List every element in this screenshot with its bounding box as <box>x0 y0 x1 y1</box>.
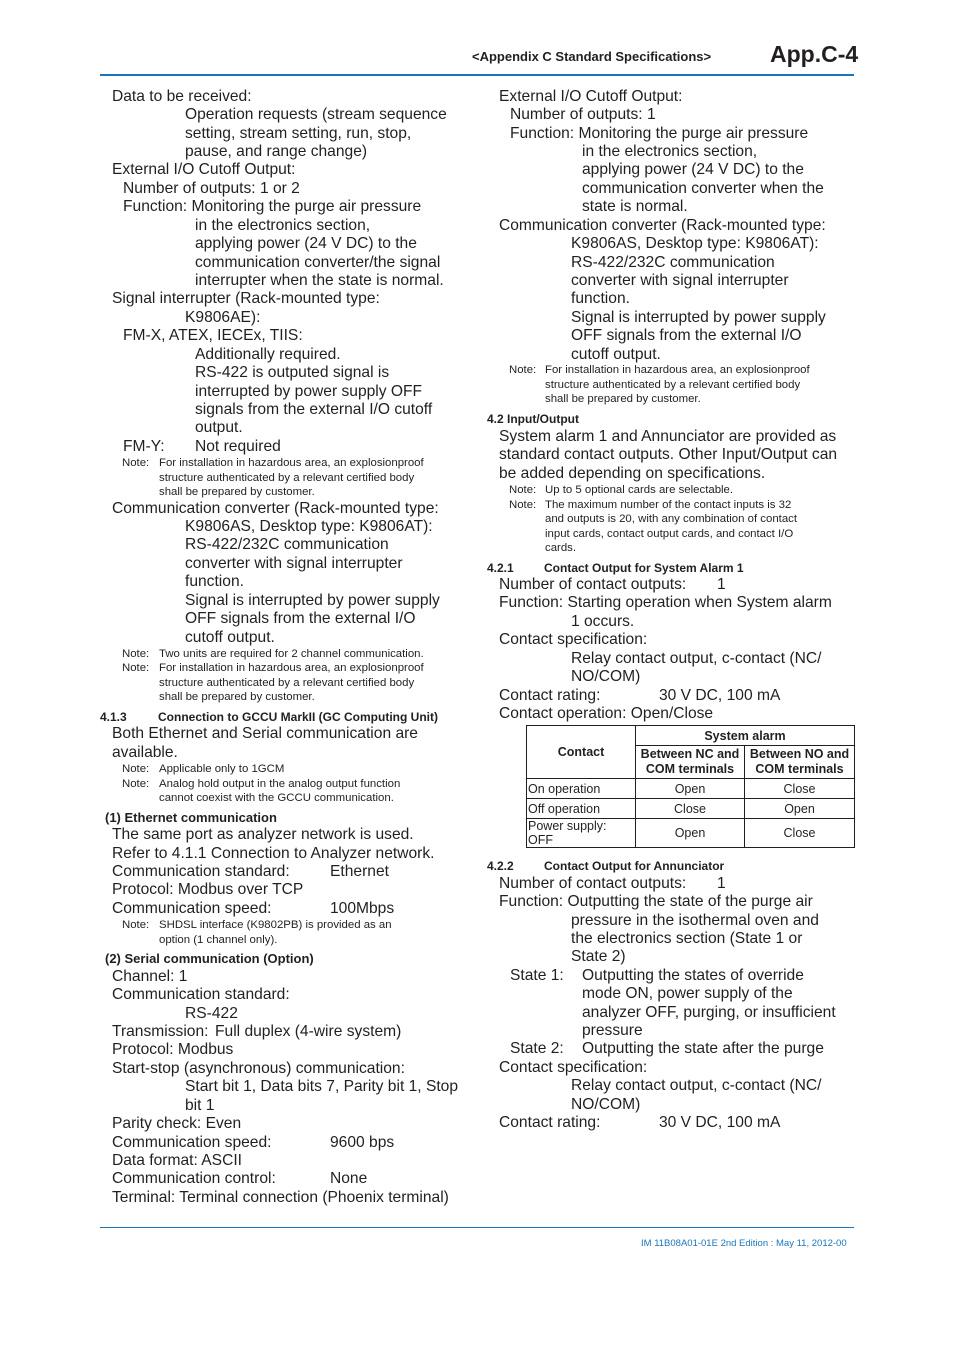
text-line: Contact specification: <box>499 631 648 648</box>
text-line: pause, and range change) <box>185 143 368 160</box>
note-text: Two units are required for 2 channel communication. <box>159 648 424 660</box>
note-text: cannot coexist with the GCCU communication. <box>159 792 394 804</box>
table-header-contact: Contact <box>527 726 636 779</box>
footer-rule <box>100 1227 854 1228</box>
text-line: cutoff output. <box>571 346 661 363</box>
text-line: function. <box>571 290 630 307</box>
note-label: Note: <box>122 778 150 790</box>
note-text: shall be prepared by customer. <box>159 691 315 703</box>
text-line: Data format: ASCII <box>112 1152 242 1169</box>
note-label: Note: <box>122 763 150 775</box>
text-line: Signal is interrupted by power supply <box>571 309 826 326</box>
page-number: App.C-4 <box>770 41 859 67</box>
note-text: shall be prepared by customer. <box>159 486 315 498</box>
text-line: RS-422/232C communication <box>185 536 389 553</box>
text-line: function. <box>185 573 244 590</box>
text-line: Additionally required. <box>195 346 341 363</box>
table-cell: Off operation <box>527 799 636 819</box>
note-text: shall be prepared by customer. <box>545 393 701 405</box>
subsection-heading: (2) Serial communication (Option) <box>105 951 314 966</box>
text-line: Operation requests (stream sequence <box>185 106 447 123</box>
note-text: structure authenticated by a relevant certified body <box>159 677 415 689</box>
text-line: interrupter when the state is normal. <box>195 272 444 289</box>
text-line: 1 occurs. <box>571 613 635 630</box>
subsection-heading: (1) Ethernet communication <box>105 810 277 825</box>
header-title: <Appendix C Standard Specifications> <box>472 49 712 64</box>
text-line: RS-422/232C communication <box>571 254 775 271</box>
table-row <box>527 779 855 799</box>
note-text: For installation in hazardous area, an explosionproof <box>159 457 424 469</box>
text-line: RS-422 <box>185 1005 238 1022</box>
text-line: bit 1 <box>185 1097 215 1114</box>
note-text: The maximum number of the contact inputs is 32 <box>545 499 792 511</box>
text-line: OFF signals from the external I/O <box>571 327 802 344</box>
text-line: 100Mbps <box>330 900 395 917</box>
text-line: standard contact outputs. Other Input/Output can <box>499 446 838 463</box>
text-line: Outputting the state after the purge <box>582 1040 824 1057</box>
text-line: interrupted by power supply OFF <box>195 383 423 400</box>
text-line: Communication standard: <box>112 986 290 1003</box>
note-text: structure authenticated by a relevant certified body <box>545 379 801 391</box>
text-line: K9806AS, Desktop type: K9806AT): <box>185 518 433 535</box>
note-label: Note: <box>122 457 150 469</box>
note-label: Note: <box>122 919 150 931</box>
note-text: cards. <box>545 542 577 554</box>
text-line: Communication converter (Rack-mounted type: <box>112 500 439 517</box>
text-line: External I/O Cutoff Output: <box>499 88 683 105</box>
text-line: Data to be received: <box>112 88 252 105</box>
text-line: FM-X, ATEX, IECEx, TIIS: <box>123 327 303 344</box>
text-line: Both Ethernet and Serial communication are <box>112 725 418 742</box>
note-text: For installation in hazardous area, an explosionproof <box>159 662 424 674</box>
header-line: COM terminals <box>755 762 844 776</box>
text-line: be added depending on specifications. <box>499 465 766 482</box>
section-heading: Connection to GCCU MarkII (GC Computing Unit) <box>158 710 438 724</box>
text-line: Communication speed: <box>112 1134 272 1151</box>
table-cell: Close <box>636 799 745 819</box>
text-line: Full duplex (4-wire system) <box>215 1023 402 1040</box>
note-text: Analog hold output in the analog output function <box>159 778 401 790</box>
table-row <box>527 819 855 848</box>
text-line: setting, stream setting, run, stop, <box>185 125 412 142</box>
table-cell: Power supply: OFF <box>527 819 636 848</box>
header-rule <box>100 74 854 76</box>
text-line: K9806AS, Desktop type: K9806AT): <box>571 235 819 252</box>
note-label: Note: <box>509 484 537 496</box>
text-line: None <box>330 1170 368 1187</box>
text-line: in the electronics section, <box>195 217 371 234</box>
note-label: Note: <box>122 648 150 660</box>
table-header-system-alarm: System alarm <box>636 726 855 746</box>
text-line: converter with signal interrupter <box>185 555 403 572</box>
section-number: 4.2.1 <box>487 561 514 575</box>
system-alarm-table <box>526 725 855 848</box>
text-line: Relay contact output, c-contact (NC/ <box>571 1077 822 1094</box>
text-line: Refer to 4.1.1 Connection to Analyzer network. <box>112 845 435 862</box>
text-line: Contact rating: <box>499 687 601 704</box>
text-line: Protocol: Modbus over TCP <box>112 881 304 898</box>
note-text: For installation in hazardous area, an explosionproof <box>545 364 810 376</box>
note-text: and outputs is 20, with any combination of contact <box>545 513 798 525</box>
text-line: mode ON, power supply of the <box>582 985 793 1002</box>
footer-doc-info: IM 11B08A01-01E 2nd Edition : May 11, 2012-00 <box>641 1238 847 1249</box>
section-heading: Contact Output for Annunciator <box>544 859 725 873</box>
note-label: Note: <box>509 364 537 376</box>
table-row <box>527 799 855 819</box>
text-line: Channel: 1 <box>112 968 188 985</box>
text-line: K9806AE): <box>185 309 261 326</box>
text-line: signals from the external I/O cutoff <box>195 401 433 418</box>
text-line: Function: Monitoring the purge air pressure <box>123 198 422 215</box>
text-line: Communication converter (Rack-mounted type: <box>499 217 826 234</box>
text-line: 1 <box>717 875 726 892</box>
header-line: Between NC and <box>640 747 740 761</box>
text-line: Not required <box>195 438 281 455</box>
text-line: Protocol: Modbus <box>112 1041 234 1058</box>
note-text: Applicable only to 1GCM <box>159 763 285 775</box>
text-line: in the electronics section, <box>582 143 758 160</box>
text-line: Terminal: Terminal connection (Phoenix terminal) <box>112 1189 449 1206</box>
text-line: The same port as analyzer network is used. <box>112 826 414 843</box>
text-line: Function: Monitoring the purge air pressure <box>510 125 809 142</box>
text-line: Function: Outputting the state of the purge air <box>499 893 813 910</box>
table-cell: On operation <box>527 779 636 799</box>
text-line: State 2) <box>571 948 626 965</box>
text-line: Number of contact outputs: <box>499 875 687 892</box>
text-line: available. <box>112 744 178 761</box>
text-line: Contact specification: <box>499 1059 648 1076</box>
note-label: Note: <box>122 662 150 674</box>
section-heading: 4.2 Input/Output <box>487 412 579 426</box>
table-cell: Close <box>745 779 855 799</box>
note-text: input cards, contact output cards, and contact I/O <box>545 528 794 540</box>
text-line: Parity check: Even <box>112 1115 242 1132</box>
table-header-nc-com <box>636 746 745 779</box>
text-line: External I/O Cutoff Output: <box>112 161 296 178</box>
text-line: 30 V DC, 100 mA <box>659 1114 781 1131</box>
text-line: the electronics section (State 1 or <box>571 930 803 947</box>
note-label: Note: <box>509 499 537 511</box>
note-text: option (1 channel only). <box>159 934 278 946</box>
text-line: 9600 bps <box>330 1134 395 1151</box>
note-text: Up to 5 optional cards are selectable. <box>545 484 734 496</box>
text-line: Signal interrupter (Rack-mounted type: <box>112 290 380 307</box>
text-line: Signal is interrupted by power supply <box>185 592 440 609</box>
table-header-no-com <box>745 746 855 779</box>
text-line: Number of outputs: 1 <box>510 106 656 123</box>
text-line: System alarm 1 and Annunciator are provided as <box>499 428 837 445</box>
text-line: applying power (24 V DC) to the <box>582 161 804 178</box>
table-cell: Open <box>745 799 855 819</box>
header-line: Between NO and <box>749 747 850 761</box>
text-line: Function: Starting operation when System alarm <box>499 594 832 611</box>
text-line: Communication speed: <box>112 900 272 917</box>
section-number: 4.1.3 <box>100 710 127 724</box>
text-line: pressure <box>582 1022 643 1039</box>
note-text: SHDSL interface (K9802PB) is provided as an <box>159 919 392 931</box>
note-text: structure authenticated by a relevant certified body <box>159 472 415 484</box>
text-line: 1 <box>717 576 726 593</box>
text-line: OFF signals from the external I/O <box>185 610 416 627</box>
text-line: Contact rating: <box>499 1114 601 1131</box>
text-line: converter with signal interrupter <box>571 272 789 289</box>
text-line: NO/COM) <box>571 668 641 685</box>
section-heading: Contact Output for System Alarm 1 <box>544 561 744 575</box>
text-line: communication converter when the <box>582 180 824 197</box>
text-line: Start-stop (asynchronous) communication: <box>112 1060 405 1077</box>
text-line: cutoff output. <box>185 629 275 646</box>
text-line: state is normal. <box>582 198 688 215</box>
text-line: output. <box>195 419 243 436</box>
text-line: Relay contact output, c-contact (NC/ <box>571 650 822 667</box>
text-line: Transmission: <box>112 1023 209 1040</box>
section-number: 4.2.2 <box>487 859 514 873</box>
text-line: Start bit 1, Data bits 7, Parity bit 1, Stop <box>185 1078 459 1095</box>
header-line: COM terminals <box>645 762 735 776</box>
text-line: Contact operation: Open/Close <box>499 705 714 722</box>
text-line: State 1: <box>510 967 564 984</box>
text-line: communication converter/the signal <box>195 254 441 271</box>
text-line: State 2: <box>510 1040 564 1057</box>
text-line: 30 V DC, 100 mA <box>659 687 781 704</box>
text-line: analyzer OFF, purging, or insufficient <box>582 1004 836 1021</box>
text-line: Communication control: <box>112 1170 276 1187</box>
table-cell: Open <box>636 819 745 848</box>
text-line: Communication standard: <box>112 863 290 880</box>
text-line: Ethernet <box>330 863 389 880</box>
text-line: FM-Y: <box>123 438 165 455</box>
text-line: Number of outputs: 1 or 2 <box>123 180 300 197</box>
text-line: NO/COM) <box>571 1096 641 1113</box>
text-line: Outputting the states of override <box>582 967 804 984</box>
text-line: pressure in the isothermal oven and <box>571 912 819 929</box>
text-line: applying power (24 V DC) to the <box>195 235 417 252</box>
table-cell: Close <box>745 819 855 848</box>
text-line: Number of contact outputs: <box>499 576 687 593</box>
text-line: RS-422 is outputed signal is <box>195 364 390 381</box>
table-cell: Open <box>636 779 745 799</box>
